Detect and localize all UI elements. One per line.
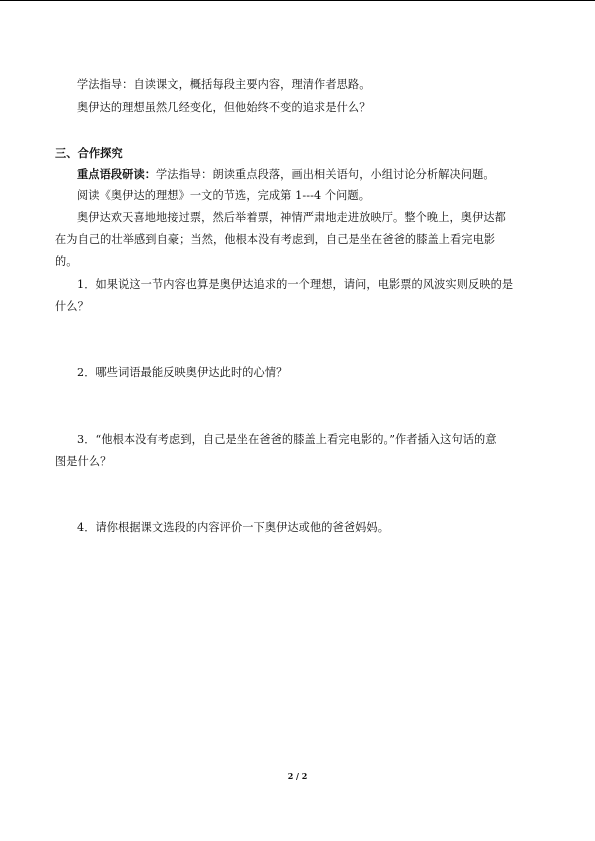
question-1-line: 1．如果说这一节内容也算是奥伊达追求的一个理想，请问，电影票的风波实则反映的是 bbox=[77, 278, 514, 291]
header-rule bbox=[0, 0, 595, 1]
passage-line: 在为自己的壮举感到自豪；当然，他根本没有考虑到，自己是坐在爸爸的膝盖上看完电影 bbox=[55, 233, 496, 246]
focus-text: 学法指导：朗读重点段落，画出相关语句，小组讨论分析解决问题。 bbox=[156, 168, 495, 181]
question-1-line: 什么？ bbox=[55, 300, 89, 313]
focus-label: 重点语段研读： bbox=[77, 167, 157, 181]
study-guide-line: 学法指导：自读课文，概括每段主要内容，理清作者思路。 bbox=[77, 78, 371, 91]
section-heading: 三、合作探究 bbox=[55, 146, 123, 160]
focus-paragraph-line bbox=[77, 167, 495, 182]
question-2: 2．哪些词语最能反映奥伊达此时的心情？ bbox=[77, 366, 288, 379]
question-4: 4．请你根据课文选段的内容评价一下奥伊达或他的爸爸妈妈。 bbox=[77, 521, 389, 534]
guide-question-line: 奥伊达的理想虽然几经变化，但他始终不变的追求是什么？ bbox=[77, 101, 371, 114]
question-3-line: 图是什么？ bbox=[55, 455, 112, 468]
passage-line: 奥伊达欢天喜地地接过票，然后举着票，神情严肃地走进放映厅。整个晚上，奥伊达都 bbox=[77, 211, 506, 224]
question-3-line: 3．“他根本没有考虑到，自己是坐在爸爸的膝盖上看完电影的。”作者插入这句话的意 bbox=[77, 433, 497, 446]
page-number: 2 / 2 bbox=[287, 771, 308, 781]
passage-line: 的。 bbox=[55, 255, 78, 268]
reading-intro-line: 阅读《奥伊达的理想》一文的节选，完成第 1---4 个问题。 bbox=[77, 189, 371, 202]
